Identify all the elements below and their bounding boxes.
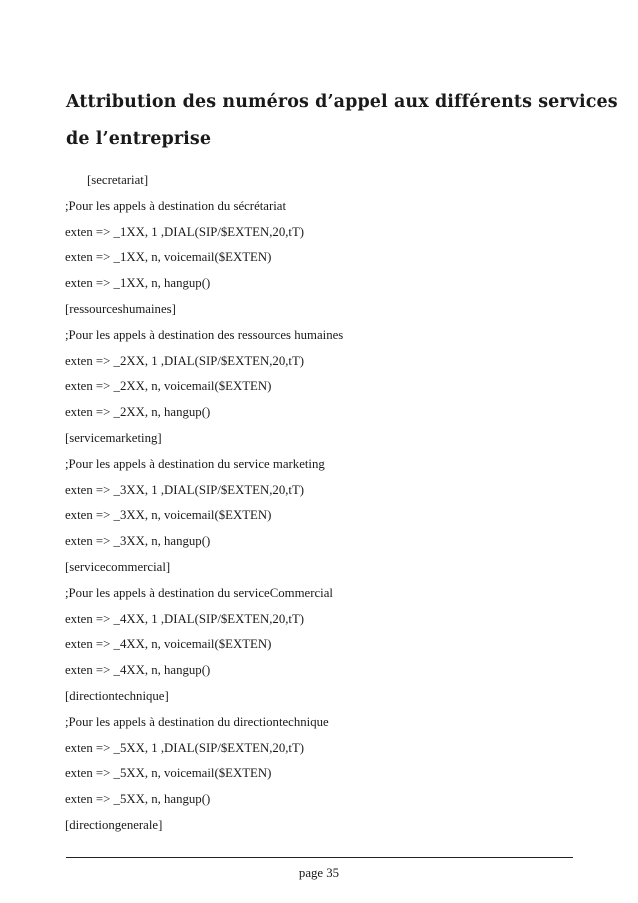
voicemail-rule-line: exten => _5XX, n, voicemail($EXTEN) bbox=[65, 766, 272, 781]
context-label-servicecommercial: [servicecommercial] bbox=[65, 559, 171, 574]
dial-rule-line: exten => _4XX, 1 ,DIAL(SIP/$EXTEN,20,tT) bbox=[65, 611, 305, 626]
hangup-rule-line: exten => _4XX, n, hangup() bbox=[65, 663, 211, 678]
page-number: page 35 bbox=[298, 866, 340, 880]
hangup-rule-line: exten => _5XX, n, hangup() bbox=[65, 792, 211, 807]
comment-line: ;Pour les appels à destination du directiontechnique bbox=[65, 714, 329, 729]
dialplan-listing bbox=[65, 172, 585, 843]
hangup-rule-line: exten => _2XX, n, hangup() bbox=[65, 405, 211, 420]
comment-line: ;Pour les appels à destination des ressources humaines bbox=[65, 327, 344, 342]
hangup-rule-line: exten => _1XX, n, hangup() bbox=[65, 276, 211, 291]
context-label-ressourceshumaines: [ressourceshumaines] bbox=[65, 301, 176, 316]
context-label-secretariat: [secretariat] bbox=[87, 173, 149, 187]
context-label-servicemarketing: [servicemarketing] bbox=[65, 430, 162, 445]
comment-line: ;Pour les appels à destination du serviceCommercial bbox=[65, 585, 333, 600]
dial-rule-line: exten => _1XX, 1 ,DIAL(SIP/$EXTEN,20,tT) bbox=[65, 224, 305, 239]
dial-rule-line: exten => _5XX, 1 ,DIAL(SIP/$EXTEN,20,tT) bbox=[65, 740, 305, 755]
voicemail-rule-line: exten => _2XX, n, voicemail($EXTEN) bbox=[65, 379, 272, 394]
context-label-directiontechnique: [directiontechnique] bbox=[65, 688, 169, 703]
comment-line: ;Pour les appels à destination du sécrétariat bbox=[65, 198, 287, 213]
dial-rule-line: exten => _3XX, 1 ,DIAL(SIP/$EXTEN,20,tT) bbox=[65, 482, 305, 497]
footer-divider bbox=[66, 857, 573, 858]
context-label-directiongenerale: [directiongenerale] bbox=[65, 817, 163, 832]
voicemail-rule-line: exten => _1XX, n, voicemail($EXTEN) bbox=[65, 250, 272, 265]
hangup-rule-line: exten => _3XX, n, hangup() bbox=[65, 534, 211, 549]
voicemail-rule-line: exten => _4XX, n, voicemail($EXTEN) bbox=[65, 637, 272, 652]
comment-line: ;Pour les appels à destination du service marketing bbox=[65, 456, 325, 471]
section-heading-line-1: Attribution des numéros d’appel aux différents services bbox=[66, 92, 618, 112]
voicemail-rule-line: exten => _3XX, n, voicemail($EXTEN) bbox=[65, 508, 272, 523]
dial-rule-line: exten => _2XX, 1 ,DIAL(SIP/$EXTEN,20,tT) bbox=[65, 353, 305, 368]
section-heading-line-2: de l’entreprise bbox=[66, 129, 212, 149]
